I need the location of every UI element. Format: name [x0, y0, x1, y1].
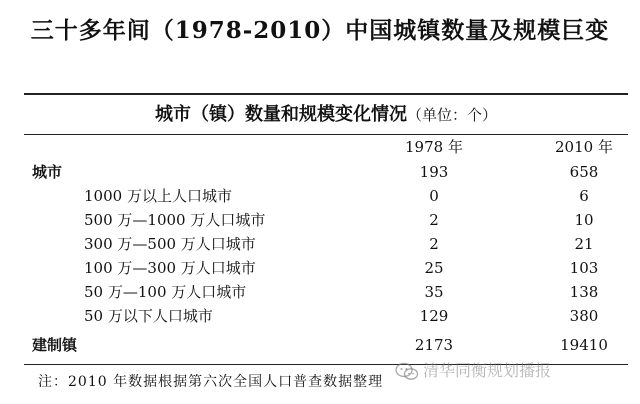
- data-table: [24, 93, 628, 397]
- value-1978: 2: [429, 235, 439, 253]
- value-1978: 0: [429, 187, 439, 205]
- value-2010: 103: [569, 259, 599, 277]
- table-caption: [24, 100, 628, 126]
- row-label: 50 万以下人口城市: [84, 307, 213, 325]
- table-row: [24, 160, 628, 184]
- value-2010: 658: [569, 163, 599, 181]
- row-label: 300 万—500 万人口城市: [84, 235, 256, 253]
- table-row: [24, 280, 628, 304]
- table-unit: （单位：个）: [406, 106, 497, 124]
- table-header-row: [24, 135, 628, 159]
- value-1978: 193: [419, 163, 449, 181]
- value-2010: 380: [569, 307, 599, 325]
- value-2010: 138: [569, 283, 599, 301]
- table-note: 注：2010 年数据根据第六次全国人口普查数据整理: [38, 374, 384, 390]
- row-label: 50 万—100 万人口城市: [84, 283, 247, 301]
- column-header-1978: 1978 年: [405, 138, 463, 156]
- value-1978: 25: [424, 259, 444, 277]
- value-2010: 10: [574, 211, 594, 229]
- table-row: [24, 232, 628, 256]
- row-label: 100 万—300 万人口城市: [84, 259, 256, 277]
- table-row: [24, 304, 628, 328]
- page-title: 三十多年间（1978-2010）中国城镇数量及规模巨变: [30, 17, 610, 44]
- wechat-logo-icon: [395, 362, 419, 382]
- watermark: [395, 358, 551, 384]
- value-1978: 35: [424, 283, 444, 301]
- value-1978: 2173: [414, 336, 454, 354]
- value-2010: 21: [574, 235, 594, 253]
- value-2010: 6: [579, 187, 589, 205]
- value-2010: 19410: [560, 336, 608, 354]
- table-row: [24, 256, 628, 280]
- row-label: 建制镇: [32, 336, 78, 354]
- table-row: [24, 208, 628, 232]
- table-top-rule: [24, 93, 628, 95]
- value-1978: 2: [429, 211, 439, 229]
- table-row: [24, 333, 628, 357]
- row-label: 城市: [32, 163, 63, 181]
- column-header-2010: 2010 年: [555, 138, 613, 156]
- table-row: [24, 184, 628, 208]
- value-1978: 129: [419, 307, 449, 325]
- table-caption-text: 城市（镇）数量和规模变化情况: [154, 104, 407, 125]
- watermark-text: 清华同衡规划播报: [423, 361, 552, 380]
- row-label: 500 万—1000 万人口城市: [84, 211, 266, 229]
- row-label: 1000 万以上人口城市: [84, 187, 232, 205]
